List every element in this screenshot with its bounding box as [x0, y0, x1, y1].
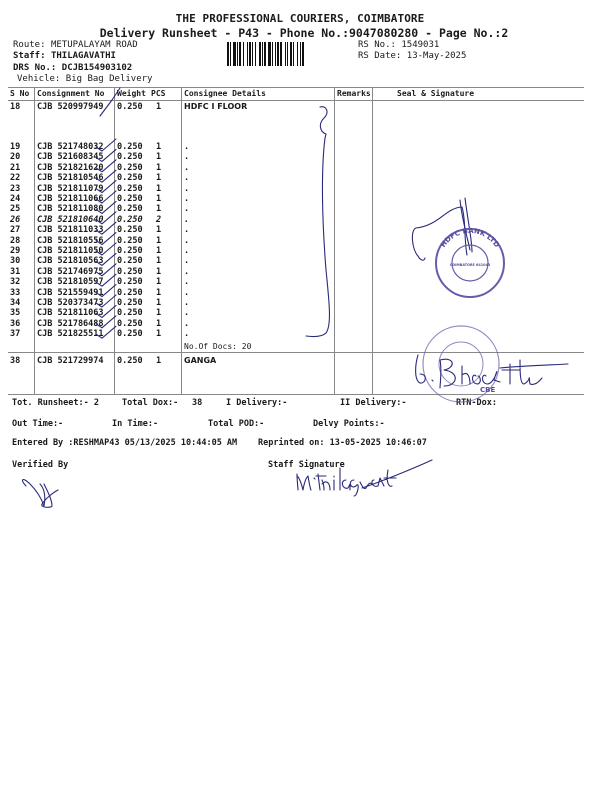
cell-weight: 0.250 — [117, 162, 143, 173]
cell-consignee: . — [184, 225, 190, 236]
drs-value: DCJB154903102 — [61, 63, 133, 73]
stamp-ring-textpath: HDFC BANK LTD — [439, 226, 501, 249]
cell-consignee: . — [184, 235, 190, 246]
cell-weight: 0.250 — [117, 329, 143, 340]
tot-runsheet: Tot. Runsheet:- 2 — [12, 398, 99, 408]
cell-consignment: CJB 521811080 — [37, 204, 104, 215]
cell-consignment: CJB 521825511 — [37, 329, 104, 340]
cell-consignment: CJB 521559491 — [37, 287, 104, 298]
docs-count: No.Of Docs: 20 — [184, 342, 252, 351]
tick-mark-icon — [96, 326, 116, 338]
last-row-sno: 38 — [10, 356, 21, 366]
cell-weight: 0.250 — [117, 277, 143, 288]
cell-consignee: . — [184, 246, 190, 256]
cell-sno: 34 — [10, 298, 21, 308]
courier-stamp — [423, 326, 499, 402]
verified-by-label: Verified By — [12, 460, 69, 470]
rs-date-label: RS Date: — [358, 51, 402, 61]
col-header-remarks: Remarks — [337, 89, 371, 98]
runsheet-subtitle: Delivery Runsheet - P43 - Phone No.:9047080280 - Page No.:2 — [99, 26, 509, 40]
signature-squiggle — [306, 107, 329, 337]
cell-consignee: . — [184, 173, 190, 184]
cell-pcs: 1 — [156, 256, 162, 267]
cell-pcs: 1 — [156, 173, 162, 184]
cell-weight: 0.250 — [117, 214, 143, 225]
cell-weight: 0.250 — [117, 256, 143, 267]
tick-mark-icon — [96, 295, 116, 307]
tick-mark-icon — [96, 212, 116, 224]
recipient-signature — [416, 355, 568, 388]
tick-mark-icon — [96, 253, 116, 265]
cell-consignee: . — [184, 194, 190, 204]
tick-mark-icon — [96, 191, 116, 203]
tick-mark-icon — [96, 201, 116, 213]
tick-mark-icon — [96, 305, 116, 317]
cell-pcs: 1 — [156, 102, 162, 112]
col-header-weight: Weight — [117, 89, 146, 98]
cell-consignee: . — [184, 162, 190, 173]
delvy-points: Delvy Points:- — [313, 419, 385, 429]
cell-consignment: CJB 520373473 — [37, 298, 104, 308]
cell-pcs: 1 — [156, 287, 162, 298]
cell-consignee: . — [184, 277, 190, 288]
cell-consignee: . — [184, 183, 190, 194]
i-delivery: I Delivery:- — [226, 398, 288, 408]
cell-consignment: CJB 521821620 — [37, 162, 104, 173]
cell-sno: 18 — [10, 102, 21, 112]
cell-sno: 36 — [10, 318, 21, 329]
cell-weight: 0.250 — [117, 194, 143, 204]
company-title: THE PROFESSIONAL COURIERS, COIMBATORE — [175, 12, 425, 25]
col-header-pcs: PCS — [151, 89, 166, 98]
cell-pcs: 1 — [156, 277, 162, 288]
cell-sno: 22 — [10, 173, 21, 184]
tick-marks — [96, 139, 116, 338]
cell-sno: 20 — [10, 152, 21, 163]
tick-mark-icon — [96, 285, 116, 297]
cell-consignment: CJB 521810546 — [37, 173, 104, 184]
cell-pcs: 2 — [156, 214, 162, 225]
ii-delivery: II Delivery:- — [340, 398, 407, 408]
col-header-sno: S No — [10, 89, 30, 98]
cell-pcs: 1 — [156, 152, 162, 163]
cell-pcs: 1 — [156, 194, 162, 204]
cell-weight: 0.250 — [117, 204, 143, 215]
tick-mark-icon — [96, 139, 116, 151]
cell-sno: 23 — [10, 183, 21, 194]
stamp-center-text: COIMBATORE 641043 — [449, 263, 491, 267]
cell-consignment: CJB 521811079 — [37, 183, 104, 194]
cell-sno: 30 — [10, 256, 21, 267]
cell-consignment: CJB 521811066 — [37, 194, 104, 204]
cell-consignment: CJB 521810640 — [37, 214, 104, 225]
cell-consignee: HDFC I FLOOR — [184, 102, 248, 111]
cell-consignee: . — [184, 298, 190, 308]
cell-sno: 26 — [10, 214, 21, 225]
col-header-consignment: Consignment No — [37, 89, 105, 98]
cell-sno: 21 — [10, 162, 21, 173]
route-label: Route: — [13, 40, 46, 50]
cell-sno: 19 — [10, 142, 21, 152]
col-header-seal: Seal & Signature — [397, 89, 475, 98]
cell-consignment: CJB 521811050 — [37, 246, 104, 256]
reprinted-on: Reprinted on: 13-05-2025 10:46:07 — [258, 438, 427, 448]
staff-signature-label: Staff Signature — [268, 460, 345, 470]
in-time: In Time:- — [112, 419, 159, 429]
cell-sno: 35 — [10, 308, 21, 319]
stamp2-center-text: CBE — [480, 386, 496, 394]
cell-consignee: . — [184, 287, 190, 298]
cell-pcs: 1 — [156, 183, 162, 194]
total-dox-label: Total Dox:- — [122, 398, 179, 408]
cell-sno: 31 — [10, 266, 21, 277]
tick-mark-icon — [96, 233, 116, 245]
cell-sno: 28 — [10, 235, 21, 246]
cell-weight: 0.250 — [117, 298, 143, 308]
cell-pcs: 1 — [156, 298, 162, 308]
rtn-dox: RTN-Dox: — [456, 398, 497, 408]
drs-label: DRS No.: — [13, 63, 57, 73]
cell-weight: 0.250 — [117, 318, 143, 329]
cell-pcs: 1 — [156, 308, 162, 319]
cell-consignment: CJB 521810563 — [37, 256, 104, 267]
cell-pcs: 1 — [156, 225, 162, 236]
cell-weight: 0.250 — [117, 308, 143, 319]
cell-consignee: . — [184, 214, 190, 225]
cell-consignment: CJB 520997949 — [37, 102, 104, 112]
tick-mark-icon — [100, 88, 120, 116]
stamp-ring-text — [439, 227, 501, 249]
cell-weight: 0.250 — [117, 246, 143, 256]
route-value: METUPALAYAM ROAD — [50, 40, 138, 50]
tick-mark-icon — [96, 181, 116, 193]
cell-consignment: CJB 521810556 — [37, 235, 104, 246]
cell-consignment: CJB 521786488 — [37, 318, 104, 329]
cell-pcs: 1 — [156, 235, 162, 246]
cell-pcs: 1 — [156, 318, 162, 329]
cell-weight: 0.250 — [117, 173, 143, 184]
cell-weight: 0.250 — [117, 266, 143, 277]
cell-consignment: CJB 521608345 — [37, 152, 104, 163]
cell-weight: 0.250 — [117, 142, 143, 152]
rs-no-label: RS No.: — [358, 40, 396, 50]
cell-pcs: 1 — [156, 329, 162, 340]
cell-sno: 32 — [10, 277, 21, 288]
cell-consignment: CJB 521811033 — [37, 225, 104, 236]
tick-mark-icon — [96, 243, 116, 255]
staff-label: Staff: — [13, 51, 46, 61]
cell-weight: 0.250 — [117, 235, 143, 246]
cell-pcs: 1 — [156, 266, 162, 277]
cell-consignee: . — [184, 142, 190, 152]
cell-sno: 25 — [10, 204, 21, 215]
staff-signature — [297, 460, 432, 496]
cell-sno: 27 — [10, 225, 21, 236]
rs-date-value: 13-May-2025 — [406, 51, 467, 61]
tick-mark-icon — [96, 316, 116, 328]
cell-pcs: 1 — [156, 162, 162, 173]
tick-mark-icon — [96, 149, 116, 161]
total-pod: Total POD:- — [208, 419, 265, 429]
cell-consignment: CJB 521746975 — [37, 266, 104, 277]
cell-sno: 24 — [10, 194, 21, 204]
cell-consignee: . — [184, 256, 190, 267]
cell-weight: 0.250 — [117, 152, 143, 163]
cell-weight: 0.250 — [117, 225, 143, 236]
cell-weight: 0.250 — [117, 183, 143, 194]
staff-value: THILAGAVATHI — [50, 51, 116, 61]
cell-weight: 0.250 — [117, 287, 143, 298]
cell-consignee: . — [184, 318, 190, 329]
last-row-pcs: 1 — [156, 356, 162, 366]
total-dox-value: 38 — [192, 398, 203, 408]
cell-consignee: . — [184, 204, 190, 215]
last-row-consignee: GANGA — [184, 356, 217, 365]
verifier-signature — [23, 480, 58, 508]
tick-mark-icon — [96, 170, 116, 182]
col-header-consignee: Consignee Details — [184, 89, 266, 98]
cell-weight: 0.250 — [117, 102, 143, 112]
tick-mark-icon — [96, 274, 116, 286]
tick-mark-icon — [96, 222, 116, 234]
last-row-consignment: CJB 521729974 — [37, 356, 104, 366]
cell-consignment: CJB 521811063 — [37, 308, 104, 319]
out-time: Out Time:- — [12, 419, 64, 429]
tick-mark-icon — [96, 160, 116, 172]
cell-consignee: . — [184, 152, 190, 163]
cell-consignee: . — [184, 329, 190, 340]
cell-consignment: CJB 521810597 — [37, 277, 104, 288]
cell-sno: 37 — [10, 329, 21, 340]
cell-consignment: CJB 521748032 — [37, 142, 104, 152]
entered-by: Entered By :RESHMAP43 05/13/2025 10:44:05 AM — [12, 438, 238, 448]
vehicle-value: Big Bag Delivery — [65, 74, 153, 84]
cell-consignee: . — [184, 308, 190, 319]
hdfc-bank-stamp — [436, 227, 504, 297]
cell-pcs: 1 — [156, 204, 162, 215]
last-row-weight: 0.250 — [117, 356, 143, 366]
tick-mark-icon — [96, 264, 116, 276]
cell-sno: 33 — [10, 287, 21, 298]
cell-consignee: . — [184, 266, 190, 277]
cell-pcs: 1 — [156, 246, 162, 256]
cell-sno: 29 — [10, 246, 21, 256]
rs-no-value: 1549031 — [401, 40, 440, 50]
cell-pcs: 1 — [156, 142, 162, 152]
vehicle-label: Vehicle: — [17, 74, 61, 84]
